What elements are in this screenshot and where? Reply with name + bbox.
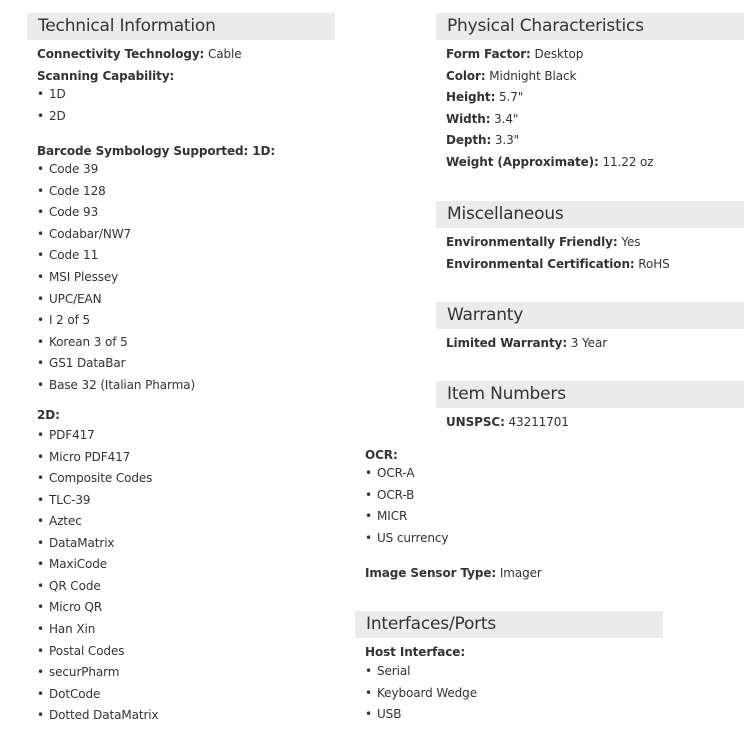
ocr-label: OCR:	[365, 448, 398, 462]
unspsc-label: UNSPSC:	[446, 415, 505, 429]
sensor-row	[365, 563, 542, 583]
spec-value: RoHS	[634, 257, 670, 271]
bullet-icon: •	[37, 205, 44, 219]
list-item-text: DataMatrix	[49, 536, 115, 550]
section-heading-miscellaneous: Miscellaneous	[436, 201, 744, 228]
warranty-row	[446, 333, 607, 353]
spec-label: Color:	[446, 69, 486, 83]
bullet-icon: •	[37, 644, 44, 658]
list-item-text: PDF417	[49, 428, 95, 442]
bullet-icon: •	[365, 509, 372, 523]
scanning-label: Scanning Capability:	[37, 69, 175, 83]
bullet-icon: •	[37, 109, 44, 123]
warranty-label: Limited Warranty:	[446, 336, 568, 350]
sensor-value: Imager	[499, 566, 542, 580]
bullet-icon: •	[37, 313, 44, 327]
spec-label: Form Factor:	[446, 47, 531, 61]
bullet-icon: •	[37, 248, 44, 262]
list-item-text: MICR	[377, 509, 408, 523]
bullet-icon: •	[37, 184, 44, 198]
host-interface-label: Host Interface:	[365, 645, 466, 659]
list-item-text: USB	[377, 707, 402, 721]
list-item-text: OCR-A	[377, 466, 415, 480]
bullet-icon: •	[37, 270, 44, 284]
spec-value: Midnight Black	[485, 69, 577, 83]
connectivity-label: Connectivity Technology:	[37, 47, 205, 61]
list-item-text: DotCode	[49, 687, 101, 701]
bullet-icon: •	[37, 162, 44, 176]
spec-label: Environmentally Friendly:	[446, 235, 618, 249]
bullet-icon: •	[365, 686, 372, 700]
section-heading-technical-information: Technical Information	[27, 13, 335, 40]
bullet-icon: •	[37, 356, 44, 370]
bullet-icon: •	[365, 466, 372, 480]
spec-label: Environmental Certification:	[446, 257, 635, 271]
spec-value: 3.3"	[491, 133, 520, 147]
spec-value: Desktop	[530, 47, 584, 61]
section-heading-warranty: Warranty	[436, 302, 744, 329]
spec-row	[446, 152, 653, 172]
bullet-icon: •	[37, 579, 44, 593]
list-item-text: MaxiCode	[49, 557, 108, 571]
spec-label: Height:	[446, 90, 496, 104]
list-item-text: Micro PDF417	[49, 450, 131, 464]
list-item-text: Aztec	[49, 514, 82, 528]
warranty-value: 3 Year	[570, 336, 608, 350]
bullet-icon: •	[365, 531, 372, 545]
spec-value: 3.4"	[490, 112, 519, 126]
list-item-text: TLC-39	[49, 493, 91, 507]
bullet-icon: •	[37, 557, 44, 571]
section-heading-interfaces: Interfaces/Ports	[355, 611, 663, 638]
bullet-icon: •	[365, 707, 372, 721]
bullet-icon: •	[37, 471, 44, 485]
sensor-label: Image Sensor Type:	[365, 566, 497, 580]
list-item-text: OCR-B	[377, 488, 415, 502]
list-item-text: UPC/EAN	[49, 292, 102, 306]
bullet-icon: •	[365, 488, 372, 502]
list-item-text: Korean 3 of 5	[49, 335, 128, 349]
list-item-text: 2D	[49, 109, 66, 123]
bullet-icon: •	[37, 87, 44, 101]
list-item-text: Postal Codes	[49, 644, 125, 658]
bullet-icon: •	[37, 335, 44, 349]
section-heading-item-numbers: Item Numbers	[436, 381, 744, 408]
spec-value: 11.22 oz	[598, 155, 654, 169]
list-item-text: Codabar/NW7	[49, 227, 132, 241]
spec-row	[446, 130, 519, 150]
list-item-text: Code 11	[49, 248, 99, 262]
list-item-text: Code 93	[49, 205, 99, 219]
list-item-text: Keyboard Wedge	[377, 686, 477, 700]
bullet-icon: •	[37, 687, 44, 701]
bullet-icon: •	[37, 227, 44, 241]
bullet-icon: •	[37, 536, 44, 550]
spec-label: Width:	[446, 112, 491, 126]
unspsc-value: 43211701	[508, 415, 569, 429]
list-item-text: Composite Codes	[49, 471, 153, 485]
spec-row	[446, 66, 576, 86]
list-item-text: Micro QR	[49, 600, 103, 614]
spec-row	[446, 44, 583, 64]
list-item-text: Han Xin	[49, 622, 96, 636]
list-item-text: QR Code	[49, 579, 101, 593]
barcode-2d-label: 2D:	[37, 408, 60, 422]
bullet-icon: •	[37, 378, 44, 392]
spec-label: Weight (Approximate):	[446, 155, 599, 169]
spec-row	[446, 109, 518, 129]
unspsc-row	[446, 412, 569, 432]
spec-value: Yes	[617, 235, 641, 249]
bullet-icon: •	[37, 428, 44, 442]
bullet-icon: •	[37, 450, 44, 464]
list-item-text: Serial	[377, 664, 411, 678]
barcode-1d-label: Barcode Symbology Supported: 1D:	[37, 144, 276, 158]
list-item-text: US currency	[377, 531, 449, 545]
list-item-text: Code 128	[49, 184, 106, 198]
list-item-text: Code 39	[49, 162, 99, 176]
bullet-icon: •	[37, 292, 44, 306]
bullet-icon: •	[37, 708, 44, 722]
spec-row	[446, 232, 640, 252]
list-item-text: MSI Plessey	[49, 270, 119, 284]
list-item-text: Dotted DataMatrix	[49, 708, 159, 722]
bullet-icon: •	[37, 665, 44, 679]
spec-label: Depth:	[446, 133, 492, 147]
list-item-text: 1D	[49, 87, 66, 101]
bullet-icon: •	[365, 664, 372, 678]
spec-row	[446, 254, 670, 274]
connectivity-row	[37, 44, 242, 64]
list-item-text: GS1 DataBar	[49, 356, 126, 370]
list-item-text: securPharm	[49, 665, 120, 679]
list-item-text: Base 32 (Italian Pharma)	[49, 378, 196, 392]
bullet-icon: •	[37, 622, 44, 636]
spec-row	[446, 87, 523, 107]
bullet-icon: •	[37, 493, 44, 507]
bullet-icon: •	[37, 514, 44, 528]
spec-value: 5.7"	[495, 90, 524, 104]
list-item-text: I 2 of 5	[49, 313, 91, 327]
bullet-icon: •	[37, 600, 44, 614]
connectivity-value: Cable	[207, 47, 242, 61]
section-heading-physical: Physical Characteristics	[436, 13, 744, 40]
